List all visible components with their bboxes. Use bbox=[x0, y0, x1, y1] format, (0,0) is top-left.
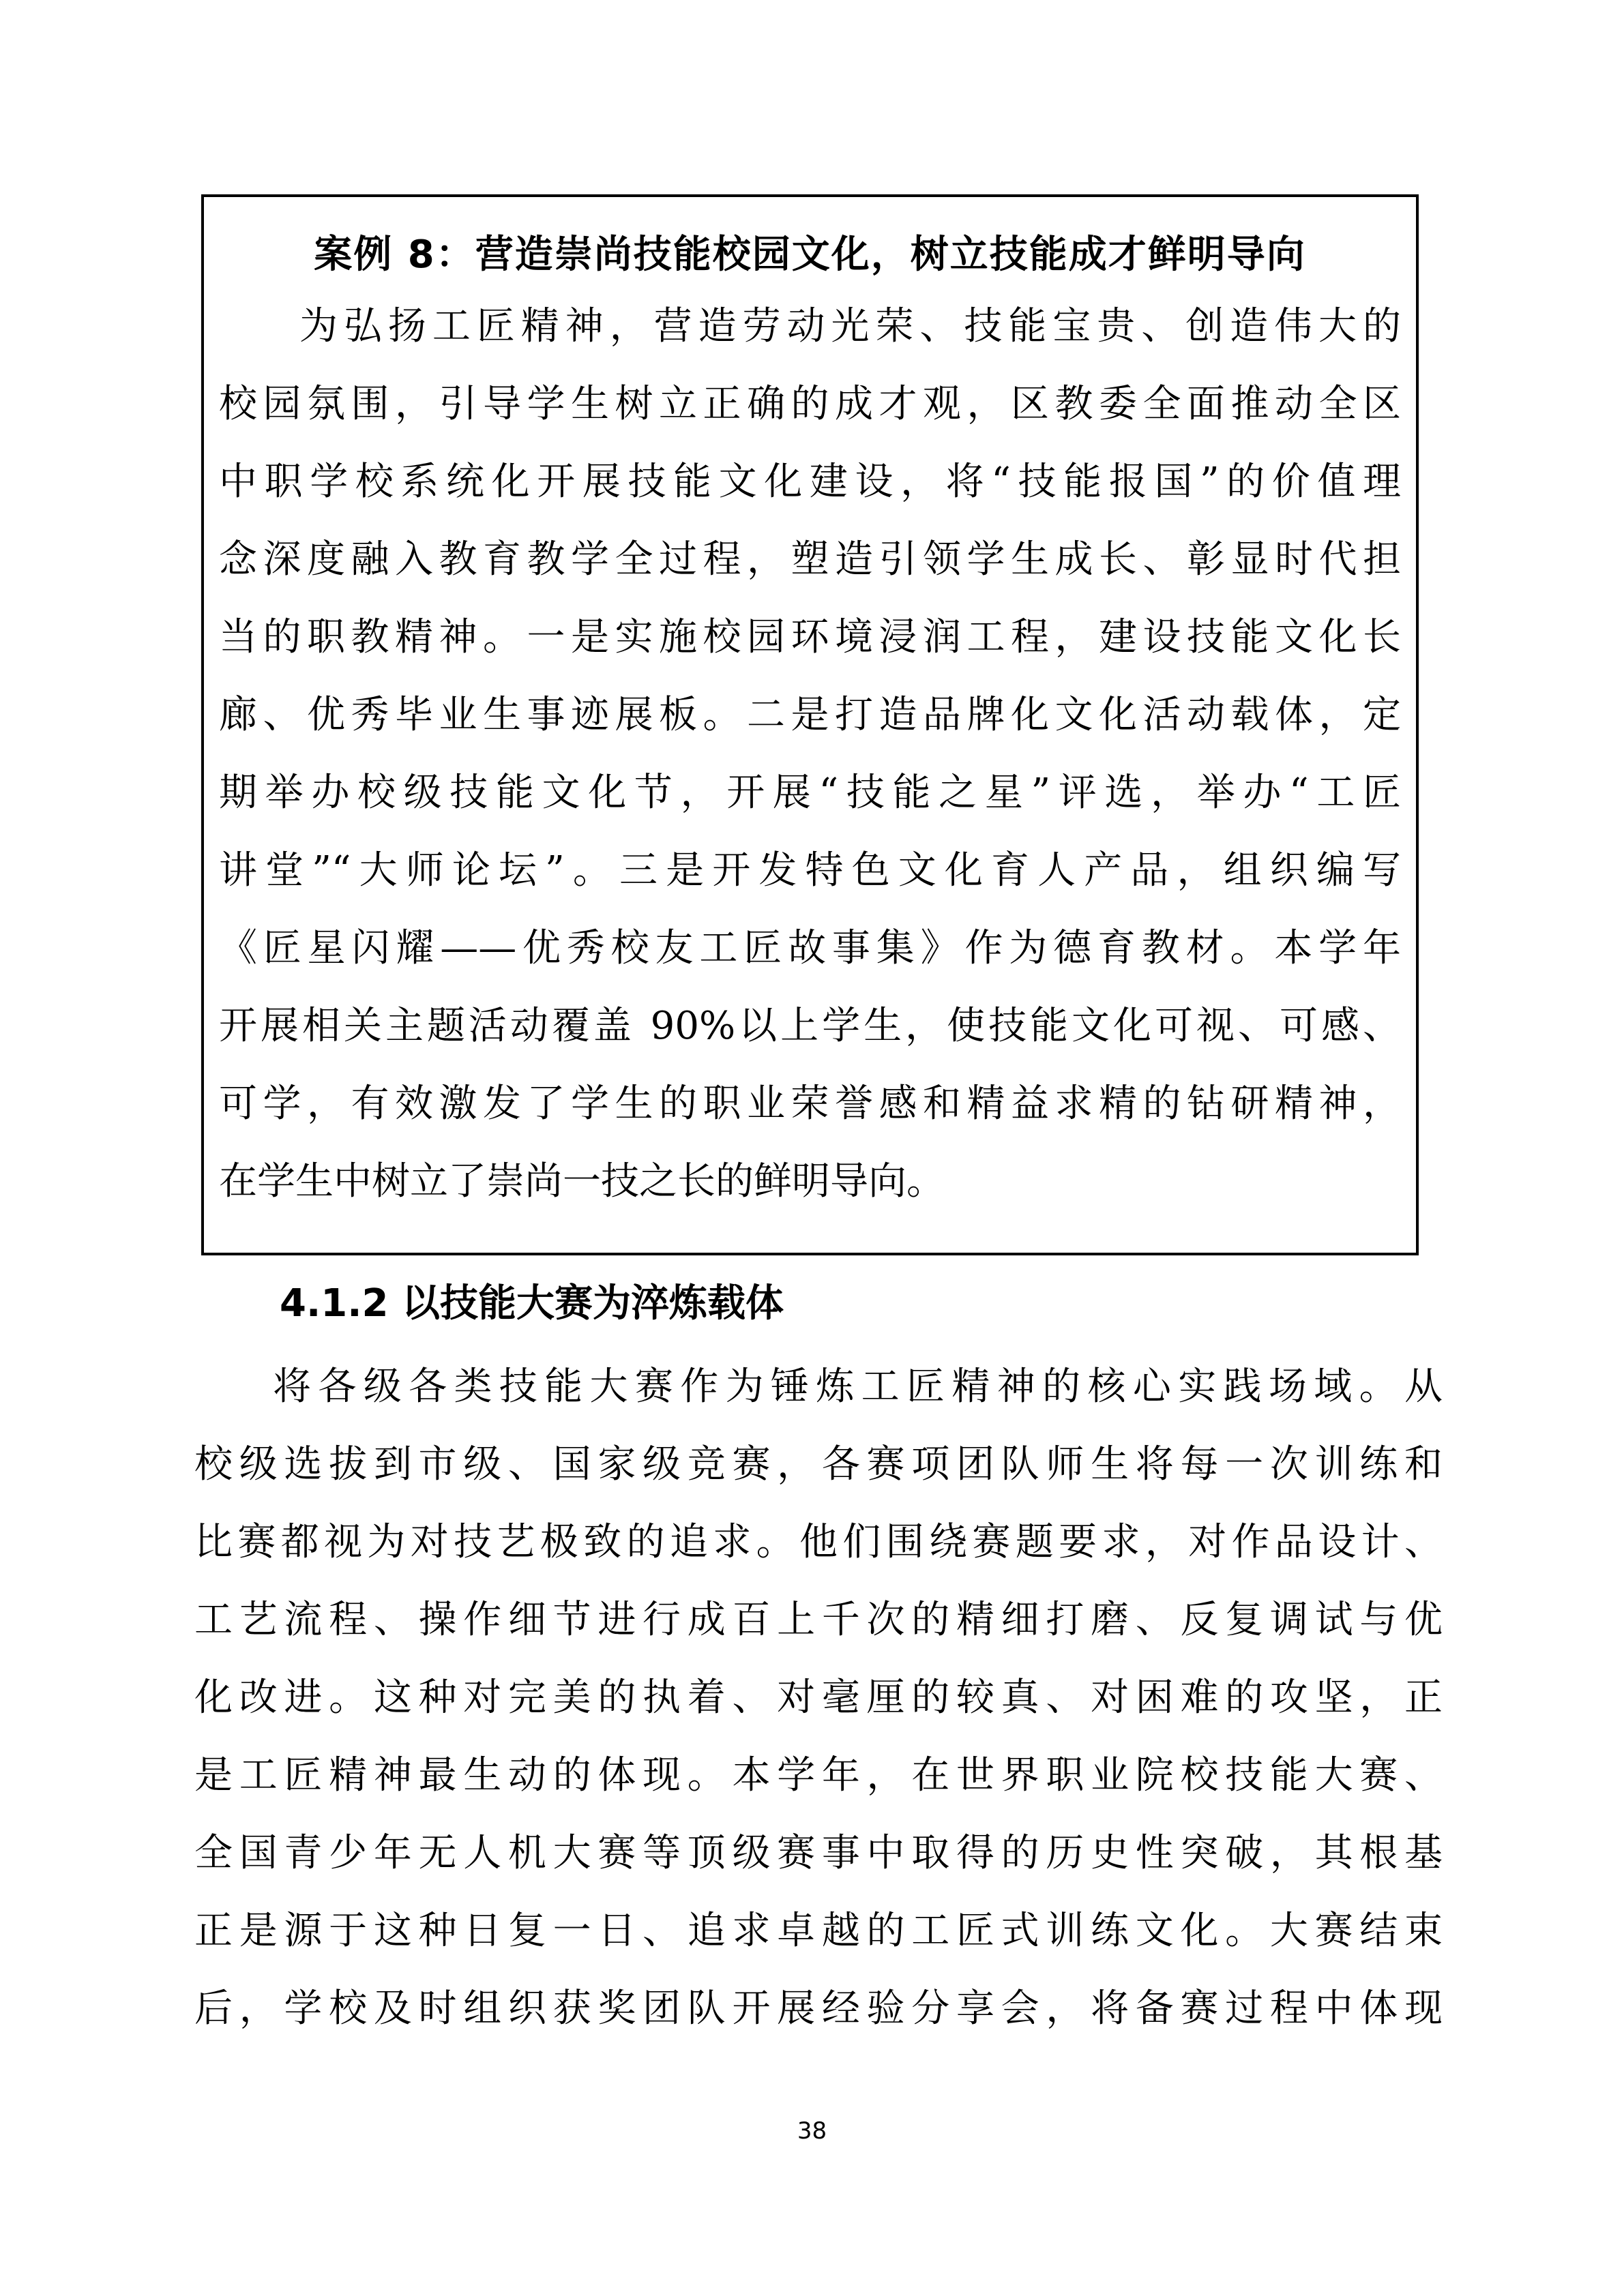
section-heading: 4.1.2 以技能大赛为淬炼载体 bbox=[280, 1281, 784, 1326]
case-text-line: 可学，有效激发了学生的职业荣誉感和精益求精的钻研精神， bbox=[219, 1082, 1401, 1126]
case-text-line: 当的职教精神。一是实施校园环境浸润工程，建设技能文化长 bbox=[219, 615, 1401, 659]
case-text-line: 为弘扬工匠精神，营造劳动光荣、技能宝贵、创造伟大的 bbox=[299, 304, 1401, 348]
case-text-line: 在学生中树立了崇尚一技之长的鲜明导向。 bbox=[219, 1159, 945, 1204]
case-text-line: 廊、优秀毕业生事迹展板。二是打造品牌化文化活动载体，定 bbox=[219, 693, 1401, 737]
case-text-line: 念深度融入教育教学全过程，塑造引领学生成长、彰显时代担 bbox=[219, 537, 1401, 582]
body-text-line: 正是源于这种日复一日、追求卓越的工匠式训练文化。大赛结束 bbox=[194, 1909, 1443, 1953]
case-text-line: 校园氛围，引导学生树立正确的成才观，区教委全面推动全区 bbox=[219, 382, 1401, 426]
case-text-line: 讲堂”“大师论坛”。三是开发特色文化育人产品，组织编写 bbox=[219, 848, 1401, 893]
case-text-line: 《匠星闪耀——优秀校友工匠故事集》作为德育教材。本学年 bbox=[219, 926, 1401, 970]
case-text-line: 中职学校系统化开展技能文化建设，将“技能报国”的价值理 bbox=[219, 460, 1401, 504]
body-text-line: 化改进。这种对完美的执着、对毫厘的较真、对困难的攻坚，正 bbox=[194, 1675, 1443, 1720]
body-text-line: 将各级各类技能大赛作为锤炼工匠精神的核心实践场域。从 bbox=[273, 1365, 1443, 1409]
body-text-line: 是工匠精神最生动的体现。本学年，在世界职业院校技能大赛、 bbox=[194, 1753, 1443, 1798]
body-text-line: 比赛都视为对技艺极致的追求。他们围绕赛题要求，对作品设计、 bbox=[194, 1520, 1443, 1564]
body-text-line: 全国青少年无人机大赛等顶级赛事中取得的历史性突破，其根基 bbox=[194, 1831, 1443, 1875]
body-text-line: 后，学校及时组织获奖团队开展经验分享会，将备赛过程中体现 bbox=[194, 1986, 1443, 2031]
page-number: 38 bbox=[797, 2117, 827, 2145]
case-title: 案例 8：营造崇尚技能校园文化，树立技能成才鲜明导向 bbox=[314, 233, 1306, 277]
case-text-line: 期举办校级技能文化节，开展“技能之星”评选，举办“工匠 bbox=[219, 771, 1401, 815]
case-text-line: 开展相关主题活动覆盖 90%以上学生，使技能文化可视、可感、 bbox=[219, 1004, 1401, 1048]
case-study-box bbox=[201, 194, 1419, 1255]
body-text-line: 工艺流程、操作细节进行成百上千次的精细打磨、反复调试与优 bbox=[194, 1598, 1443, 1642]
body-text-line: 校级选拔到市级、国家级竞赛，各赛项团队师生将每一次训练和 bbox=[194, 1442, 1443, 1487]
